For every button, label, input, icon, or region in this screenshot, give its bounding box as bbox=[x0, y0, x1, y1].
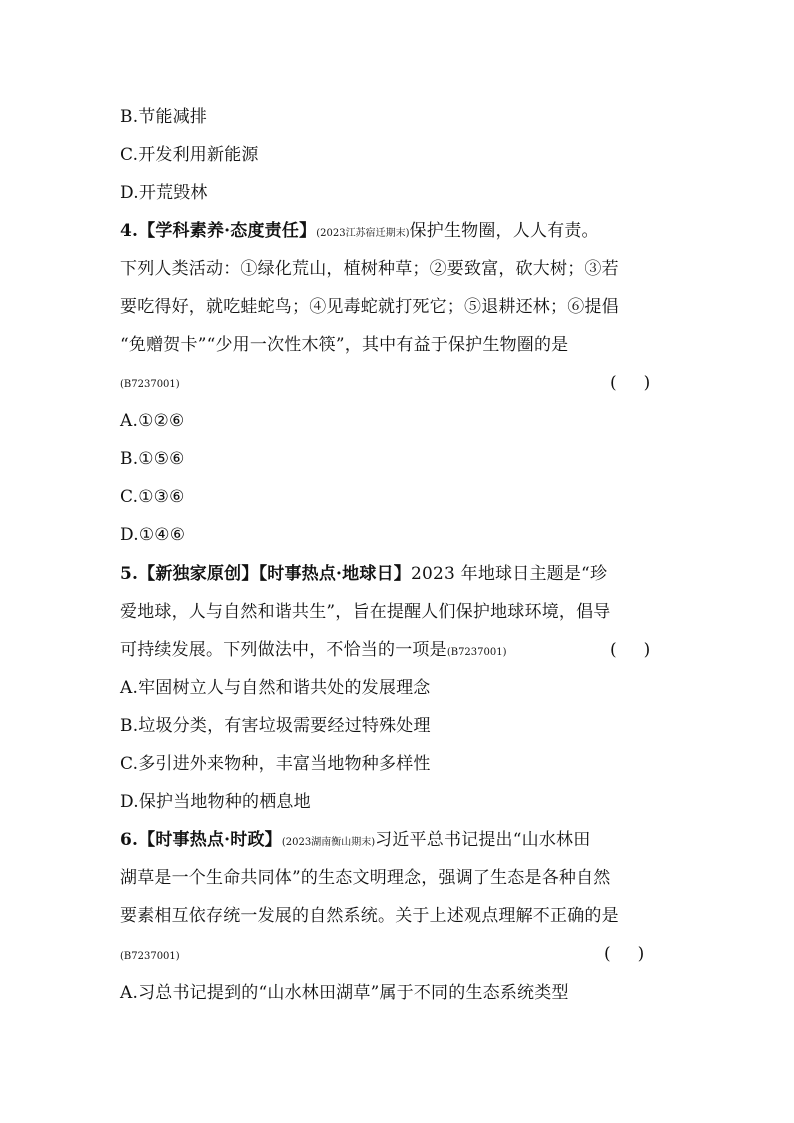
q5-code: (B7237001) bbox=[446, 647, 507, 658]
q6-stem-line-3: 要素相互依存统一发展的自然系统。关于上述观点理解不正确的是 bbox=[120, 906, 619, 926]
q5-stem-line-3 bbox=[120, 639, 676, 664]
prev-option-b: B.节能减排 bbox=[120, 107, 208, 127]
q6-option-a: A.习总书记提到的“山水林田湖草”属于不同的生态系统类型 bbox=[120, 983, 569, 1003]
q4-stem-line-3: 要吃得好，就吃蛙蛇鸟；④见毒蛇就打死它；⑤退耕还林；⑥提倡 bbox=[120, 297, 619, 317]
q5-number: 5. bbox=[120, 564, 139, 584]
q5-stem-text-1: 2023 年地球日主题是“珍 bbox=[410, 564, 608, 584]
q4-tag: 【学科素养·态度责任】 bbox=[138, 221, 317, 241]
prev-option-c: C.开发利用新能源 bbox=[120, 145, 259, 165]
q5-stem-text-3: 可持续发展。下列做法中，不恰当的一项是 bbox=[120, 640, 447, 660]
q5-stem-line-1 bbox=[120, 563, 676, 585]
q6-source: (2023湖南衡山期末) bbox=[281, 837, 376, 848]
q6-tag: 【时事热点·时政】 bbox=[138, 830, 282, 850]
prev-option-d: D.开荒毁林 bbox=[120, 183, 208, 203]
q6-stem-text-1: 习近平总书记提出“山水林田 bbox=[375, 830, 591, 850]
q4-stem-line-1 bbox=[120, 220, 676, 245]
q4-stem-line-4: “免赠贺卡”“少用一次性木筷”，其中有益于保护生物圈的是 bbox=[120, 335, 569, 355]
q5-tag-hotspot: 【时事热点·地球日】 bbox=[258, 564, 411, 584]
q5-answer-parentheses: ( ) bbox=[610, 640, 651, 660]
q5-stem-line-2: 爱地球，人与自然和谐共生”，旨在提醒人们保护地球环境，倡导 bbox=[120, 602, 611, 622]
q5-option-b: B.垃圾分类，有害垃圾需要经过特殊处理 bbox=[120, 716, 431, 736]
q6-answer-parentheses: ( ) bbox=[604, 944, 645, 964]
q5-tag-original: 【新独家原创】 bbox=[138, 564, 259, 584]
q4-stem-line-2: 下列人类活动：①绿化荒山，植树种草；②要致富，砍大树；③若 bbox=[120, 259, 619, 279]
q4-stem-text-1: 保护生物圈，人人有责。 bbox=[409, 221, 599, 241]
q4-code: (B7237001) bbox=[120, 379, 180, 390]
q4-source: (2023江苏宿迁期末) bbox=[316, 228, 410, 239]
q6-stem-line-1 bbox=[120, 829, 676, 854]
q5-option-a: A.牢固树立人与自然和谐共处的发展理念 bbox=[120, 678, 431, 698]
q5-option-d: D.保护当地物种的栖息地 bbox=[120, 792, 311, 812]
q6-stem-line-2: 湖草是一个生命共同体”的生态文明理念，强调了生态是各种自然 bbox=[120, 868, 611, 888]
q6-number: 6. bbox=[120, 830, 139, 850]
q5-option-c: C.多引进外来物种，丰富当地物种多样性 bbox=[120, 754, 431, 774]
q6-code: (B7237001) bbox=[120, 951, 180, 962]
q4-option-d: D.①④⑥ bbox=[120, 525, 186, 545]
q4-number: 4. bbox=[120, 221, 139, 241]
q4-option-a: A.①②⑥ bbox=[120, 411, 185, 431]
q4-option-c: C.①③⑥ bbox=[120, 487, 185, 507]
q4-answer-parentheses: ( ) bbox=[610, 373, 651, 393]
q4-option-b: B.①⑤⑥ bbox=[120, 449, 185, 469]
